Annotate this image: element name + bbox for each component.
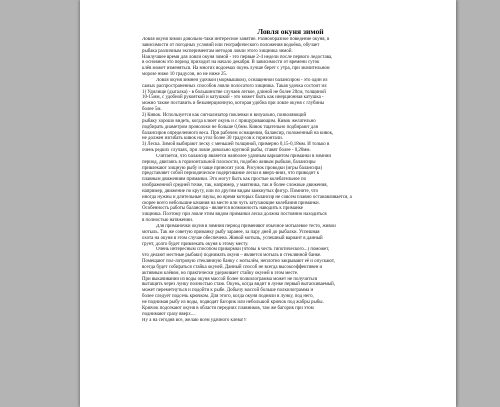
text-line: период, двигаясь в горизонтальной плоскости, подобно живым рыбкам, балансиры	[142, 159, 316, 165]
text-line: хищника. Поэтому при ловле этим видом приманки леска должна постоянно находиться	[142, 212, 327, 218]
text-line: Для приманочки окуня в зимний период применяют обычное мотылевое тесто, живой	[156, 224, 336, 229]
text-line: не поднимая рыбу из воды, подводят багорик или небольшой крючок под жабры рыбы.	[142, 299, 324, 305]
text-line: 10-15мм, с удобной рукояткой и катушкой - это может быть как инерционная катушка -	[142, 95, 324, 101]
text-line: в основном это период приходит на начало декабря. В зависимости от времени суток	[142, 60, 320, 66]
text-line: плавным движениям приманки. Это могут быть как простые колебательное по	[142, 177, 307, 183]
text-line: что делают местные рыбаки) поднимать окуня – является мотыль в стеклянной банке.	[142, 253, 322, 259]
text-line: Наилучшее время для ловли окуня зимой - это первые 2-4 недели после первого ледостава,	[142, 54, 333, 60]
text-line: Ловля окуня зимой довольно-таки интересное занятие. Разнообразное поведение окуня, в	[142, 37, 330, 42]
paragraph	[142, 37, 439, 78]
text-line: грунт, долго будет привлекать окуня к этому месту.	[142, 241, 249, 247]
text-line: самых распространенных способов ловли полосатого хищника. Такая удочка состоит из:	[142, 83, 328, 89]
document-title: Ловля окуня зимой	[257, 27, 324, 36]
text-line: Особенность работы балансира - является возможность наводить к приманке	[142, 206, 303, 212]
text-line: Помещают пол-литровую стеклянную банку с мотылём, неплотно закрывают её и опускают,	[142, 259, 335, 265]
text-line: При выкачивании из воды окуня массой более полкилограмма может не получиться	[142, 276, 318, 282]
paragraph	[142, 224, 439, 247]
text-line: не должен изгибать кивок на угол более 30 градусов к горизонтали.	[142, 136, 283, 142]
text-line: мотыль. Так же советую приманку рыбу заранее, за пару дней до рыбалки. Успешная	[142, 229, 320, 235]
text-line: активным клёвом, но практически удерживает стайку окуней в этом месте.	[142, 270, 299, 276]
text-line: Крючок подсекают окуня в области передних плавников, там же багорик при этом	[142, 305, 314, 311]
text-line: балансиров определенного веса. При рабочем оснащении, балансир, положенный на кивок,	[142, 130, 334, 136]
text-line: привлекают хищную рыбу и чаще приносят улов. Рисунок проводки (игры балансира)	[142, 165, 323, 171]
text-line: 2) Кивок. Используется как сигнализатор поклевки и визуально, позволяющий	[142, 112, 307, 118]
text-line: очень редких случаях, при ловле довольно крупной рыбы, ставят более - 0,20мм.	[142, 148, 311, 154]
text-line: представляет собой периодическое подергивание лески в вверх-вниз, что приводит к	[142, 171, 320, 177]
text-line: Считается, что балансир является наиболее удачным вариантом приманки в зимний	[156, 153, 331, 159]
paragraph	[142, 154, 439, 224]
text-line: иногда нужны и длительные паузы, во время которых балансир не совсем плавно останавливается, а	[142, 194, 352, 200]
text-line: морозе ниже 10 градусов, но не ниже 25.	[142, 72, 228, 78]
text-line: клёв может изменяться. На многих водоемах окунь лучше берет с утра, при значительном	[142, 66, 330, 72]
text-line: 3) Леска. Зимой выбирают леску с меньшей толщиной, примерно 0,15-0,18мм. И только в	[142, 142, 330, 148]
text-line: в полностью натяжении.	[142, 218, 194, 224]
document-page	[80, 0, 456, 407]
paragraph	[142, 318, 439, 324]
text-line: рыбака различным экспериментам методов ловли этого хищника зимой.	[142, 48, 293, 54]
text-line: подбирать диаметром проволоки не больше 0,6мм. Кивок тщательно подбирают для	[142, 124, 318, 130]
document-content	[142, 27, 439, 323]
text-line: скорее всего небольшие качания на месте или чуть затухающие колебания приманки.	[142, 200, 320, 206]
text-line: Ловля окуня зимней удочкой (мормышкой), оснащенной балансиром - это один из	[156, 77, 328, 83]
text-line: более следует подсечь крючком. Для этого, когда окуня подняли в лунку, под него,	[142, 294, 314, 300]
paragraph	[142, 78, 439, 154]
text-line: более 5м.	[142, 107, 162, 113]
text-line: рыбаку хорошо видеть, когда клюет окунь и с прищуривающим. Кивок желательно	[142, 118, 316, 124]
text-line: охота на окуня в этом случае обеспечена. Живой мотыль, успешный вариант в данный	[142, 235, 323, 241]
text-line: Очень интересным способом прикормки (чтобы в честь гипотического...) поможет,	[156, 247, 330, 253]
text-line: вытащить через лунку полностью стаю. Окунь, когда видит в лунке первый вытаскиваемый,	[142, 282, 336, 288]
text-line: например, движение по кругу, или по другим видам замкнутых фигур. Помните, что	[142, 188, 319, 194]
text-line: Ну а на сегодня всё, желаю всем удачного клёва!!!	[142, 317, 247, 323]
paragraph	[142, 247, 439, 317]
text-line: зависимости от погодных условий или географического положения водоёма, обучает	[142, 42, 320, 48]
text-line: можно также поставить и безынерционную, которая удобна при ловле окуня с глубины	[142, 101, 324, 107]
text-line: 1) Удилище (дыгалка) - в большинстве случаев легкое, длиной не более 20см, толщиной	[142, 89, 326, 95]
text-line: изображенной средней точке, так, например, у маятника, так и более сложные движения,	[142, 183, 328, 189]
document-body	[142, 37, 439, 323]
text-line: поднимают сразу вверх....	[142, 311, 196, 317]
text-line: всегда будет собираться стайка окуней. Данный способ не всегда высокоэффективен и	[142, 264, 323, 270]
text-line: может переметнуться и подойти к рыбе. Добычу массой больше полкилограмма и	[142, 288, 314, 294]
